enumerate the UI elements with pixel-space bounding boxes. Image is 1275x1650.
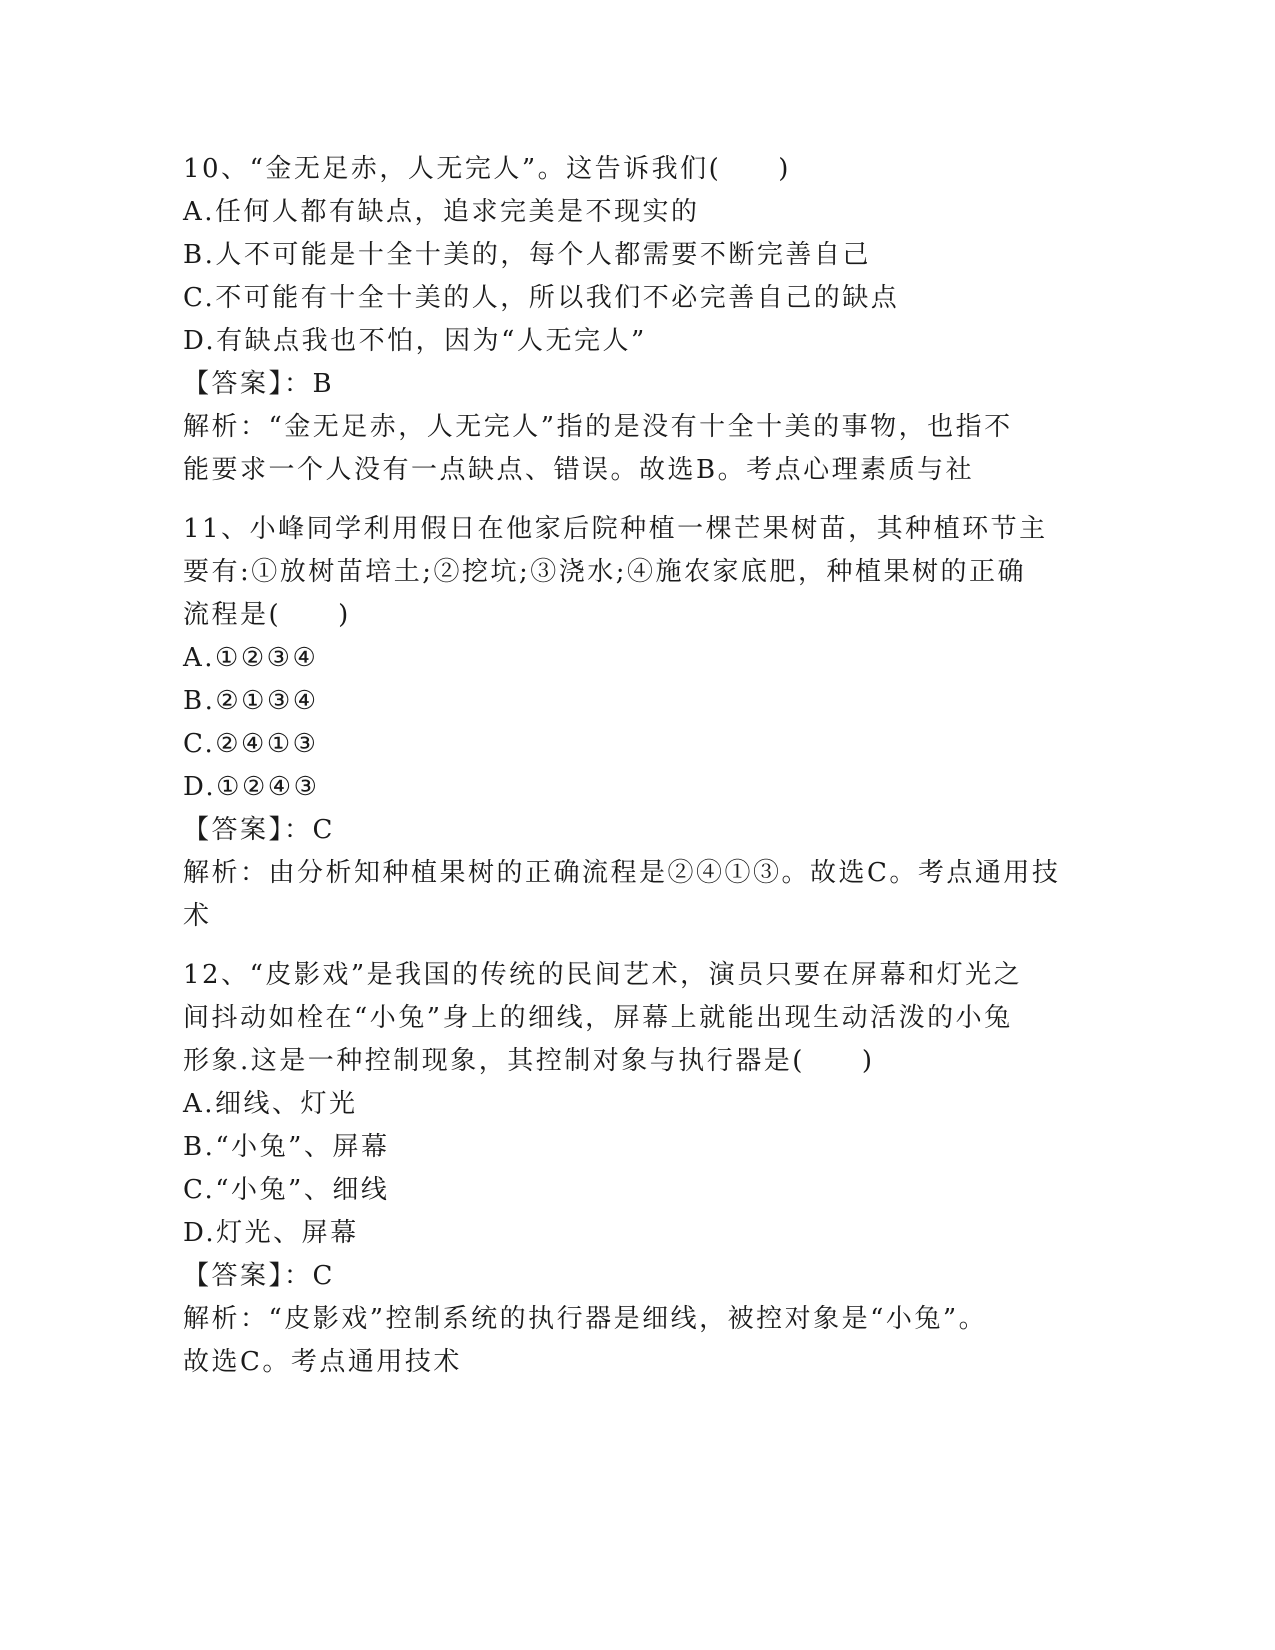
analysis-line: 解析：“金无足赤，人无完人”指的是没有十全十美的事物，也指不: [183, 412, 1013, 442]
analysis-line: 解析：由分析知种植果树的正确流程是②④①③。故选C。考点通用技: [183, 858, 1061, 888]
option-b: B.②①③④: [183, 686, 319, 716]
option-d: D.①②④③: [183, 772, 320, 802]
question-stem: 间抖动如栓在“小兔”身上的细线，屏幕上就能出现生动活泼的小兔: [183, 1003, 1013, 1033]
answer: 【答案】：B: [183, 369, 335, 399]
option-c: C.②④①③: [183, 729, 319, 759]
question-stem: 要有:①放树苗培土;②挖坑;③浇水;④施农家底肥，种植果树的正确: [183, 557, 1027, 587]
question-stem: 12、“皮影戏”是我国的传统的民间艺术，演员只要在屏幕和灯光之: [183, 960, 1023, 990]
question-stem: 10、“金无足赤，人无完人”。这告诉我们( ): [183, 154, 791, 184]
question-11: [183, 508, 1063, 938]
option-d: D.有缺点我也不怕，因为“人无完人”: [183, 326, 647, 356]
question-10: [183, 148, 1063, 492]
option-a: A.任何人都有缺点，追求完美是不现实的: [183, 197, 700, 227]
question-stem: 流程是( ): [183, 600, 351, 630]
analysis-line: 解析：“皮影戏”控制系统的执行器是细线，被控对象是“小兔”。: [183, 1304, 988, 1334]
option-c: C.不可能有十全十美的人，所以我们不必完善自己的缺点: [183, 283, 900, 313]
option-a: A.①②③④: [183, 643, 319, 673]
option-c: C.“小兔”、细线: [183, 1175, 390, 1205]
option-a: A.细线、灯光: [183, 1089, 358, 1119]
answer: 【答案】：C: [183, 815, 335, 845]
analysis-line: 术: [183, 901, 212, 931]
question-12: [183, 954, 1063, 1384]
option-b: B.人不可能是十全十美的，每个人都需要不断完善自己: [183, 240, 871, 270]
analysis-line: 能要求一个人没有一点缺点、错误。故选B。考点心理素质与社: [183, 455, 975, 485]
question-stem: 11、小峰同学利用假日在他家后院种植一棵芒果树苗，其种植环节主: [183, 514, 1048, 544]
question-stem: 形象.这是一种控制现象，其控制对象与执行器是( ): [183, 1046, 875, 1076]
analysis-line: 故选C。考点通用技术: [183, 1347, 462, 1377]
document-page: [183, 148, 1063, 1400]
option-b: B.“小兔”、屏幕: [183, 1132, 390, 1162]
option-d: D.灯光、屏幕: [183, 1218, 359, 1248]
answer: 【答案】：C: [183, 1261, 335, 1291]
